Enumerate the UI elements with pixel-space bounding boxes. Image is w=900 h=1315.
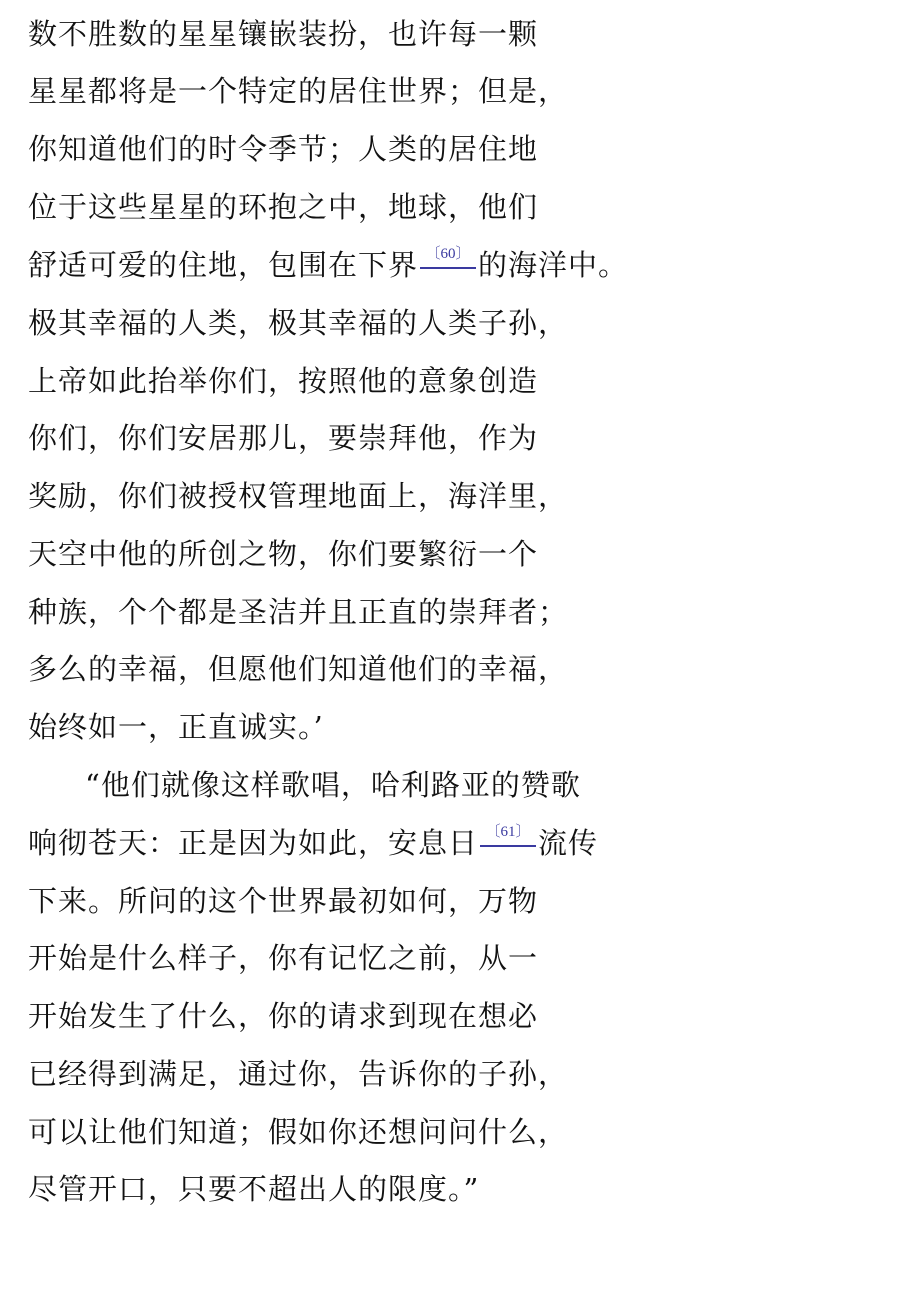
- footnote-number[interactable]: 〔60〕: [425, 246, 471, 262]
- text-line: 你们，你们安居那儿，要崇拜他，作为: [28, 421, 539, 455]
- text-line: 种族，个个都是圣洁并且正直的崇拜者；: [28, 595, 569, 629]
- text-line: 极其幸福的人类，极其幸福的人类子孙，: [28, 306, 569, 340]
- text-line: 尽管开口，只要不超出人的限度。”: [28, 1172, 480, 1206]
- text-line: 天空中他的所创之物，你们要繁衍一个: [28, 537, 539, 571]
- footnote-marker[interactable]: [478, 825, 538, 861]
- footnote-marker[interactable]: [418, 247, 478, 283]
- footnote-underline: [420, 267, 476, 269]
- text-line: 多么的幸福，但愿他们知道他们的幸福，: [28, 652, 569, 686]
- text-line: 下来。所问的这个世界最初如何，万物: [28, 884, 539, 918]
- paragraph-first-line: “他们就像这样歌唱，哈利路亚的赞歌: [85, 768, 581, 802]
- text-line: [28, 247, 628, 283]
- text-line: 可以让他们知道；假如你还想问问什么，: [28, 1115, 569, 1149]
- text-segment: 流传: [538, 826, 599, 860]
- text-line: [28, 825, 598, 861]
- text-segment: 舒适可爱的住地，包围在下界: [28, 248, 419, 282]
- text-line: 你知道他们的时令季节；人类的居住地: [28, 132, 539, 166]
- text-line: 开始发生了什么，你的请求到现在想必: [28, 999, 539, 1033]
- text-line: 开始是什么样子，你有记忆之前，从一: [28, 941, 539, 975]
- text-line: 始终如一，正直诚实。’: [28, 710, 324, 744]
- text-line: 已经得到满足，通过你，告诉你的子孙，: [28, 1057, 569, 1091]
- text-line: 位于这些星星的环抱之中，地球，他们: [28, 190, 539, 224]
- text-line: 上帝如此抬举你们，按照他的意象创造: [28, 364, 539, 398]
- text-segment: 响彻苍天：正是因为如此，安息日: [28, 826, 479, 860]
- text-line: 奖励，你们被授权管理地面上，海洋里，: [28, 479, 569, 513]
- text-line: 星星都将是一个特定的居住世界；但是，: [28, 74, 569, 108]
- footnote-underline: [480, 845, 536, 847]
- text-line: 数不胜数的星星镶嵌装扮，也许每一颗: [28, 17, 539, 51]
- footnote-number[interactable]: 〔61〕: [485, 824, 531, 840]
- text-segment: 的海洋中。: [478, 248, 629, 282]
